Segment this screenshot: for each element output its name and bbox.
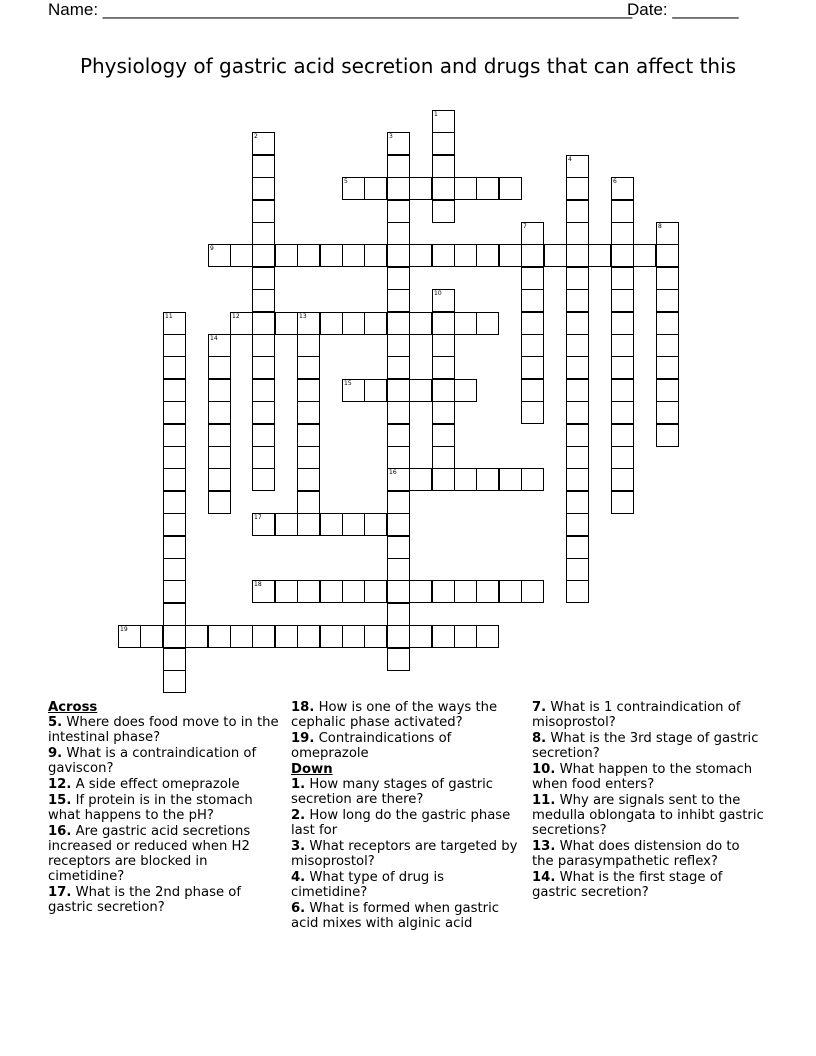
crossword-cell[interactable] bbox=[476, 580, 499, 603]
crossword-cell[interactable] bbox=[566, 289, 589, 312]
crossword-cell[interactable] bbox=[208, 446, 231, 469]
crossword-cell[interactable] bbox=[297, 244, 320, 267]
crossword-cell[interactable] bbox=[297, 379, 320, 402]
name-label: Name: bbox=[48, 0, 103, 19]
crossword-cell[interactable] bbox=[611, 200, 634, 223]
crossword-cell[interactable] bbox=[432, 177, 455, 200]
crossword-cell[interactable] bbox=[521, 356, 544, 379]
crossword-cell[interactable] bbox=[342, 625, 365, 648]
crossword-cell[interactable] bbox=[566, 244, 589, 267]
date-line[interactable] bbox=[627, 0, 739, 20]
crossword-cell[interactable] bbox=[364, 312, 387, 335]
crossword-cell[interactable] bbox=[185, 625, 208, 648]
crossword-cell[interactable] bbox=[163, 536, 186, 559]
crossword-cell[interactable] bbox=[387, 155, 410, 178]
crossword-cell[interactable] bbox=[454, 244, 477, 267]
clue-across-5: 5. Where does food move to in the intestinal phase? bbox=[48, 715, 279, 745]
clue-number: 14 bbox=[210, 335, 218, 342]
crossword-cell[interactable] bbox=[432, 132, 455, 155]
crossword-cell[interactable] bbox=[566, 580, 589, 603]
crossword-cell[interactable] bbox=[364, 625, 387, 648]
crossword-cell[interactable] bbox=[566, 222, 589, 245]
crossword-cell[interactable] bbox=[140, 625, 163, 648]
crossword-cell[interactable] bbox=[320, 625, 343, 648]
crossword-cell[interactable] bbox=[252, 580, 275, 603]
crossword-cell[interactable] bbox=[252, 334, 275, 357]
crossword-cell[interactable] bbox=[566, 312, 589, 335]
crossword-cell[interactable] bbox=[387, 222, 410, 245]
clue-number: 11 bbox=[165, 313, 173, 320]
crossword-cell[interactable] bbox=[611, 446, 634, 469]
crossword-cell[interactable] bbox=[566, 155, 589, 178]
crossword-cell[interactable] bbox=[544, 244, 567, 267]
crossword-cell[interactable] bbox=[320, 244, 343, 267]
crossword-cell[interactable] bbox=[521, 244, 544, 267]
clue-number: 9 bbox=[210, 245, 214, 252]
crossword-cell[interactable] bbox=[476, 312, 499, 335]
crossword-cell[interactable] bbox=[387, 334, 410, 357]
crossword-cell[interactable] bbox=[611, 244, 634, 267]
crossword-cell[interactable] bbox=[230, 312, 253, 335]
crossword-cell[interactable] bbox=[208, 491, 231, 514]
crossword-cell[interactable] bbox=[387, 401, 410, 424]
crossword-cell[interactable] bbox=[454, 312, 477, 335]
clue-number: 18 bbox=[254, 581, 262, 588]
date-label: Date: bbox=[627, 0, 673, 19]
crossword-cell[interactable] bbox=[566, 491, 589, 514]
crossword-cell[interactable] bbox=[364, 244, 387, 267]
crossword-cell[interactable] bbox=[387, 491, 410, 514]
crossword-cell[interactable] bbox=[208, 244, 231, 267]
crossword-cell[interactable] bbox=[252, 446, 275, 469]
crossword-cell[interactable] bbox=[432, 110, 455, 133]
crossword-cell[interactable] bbox=[521, 289, 544, 312]
crossword-cell[interactable] bbox=[118, 625, 141, 648]
crossword-cell[interactable] bbox=[163, 312, 186, 335]
clue-across-9: 9. What is a contraindication of gaviscon? bbox=[48, 746, 257, 776]
crossword-cell[interactable] bbox=[320, 580, 343, 603]
crossword-cell[interactable] bbox=[163, 446, 186, 469]
crossword-cell[interactable] bbox=[521, 312, 544, 335]
crossword-cell[interactable] bbox=[297, 334, 320, 357]
clue-across-18: 18. How is one of the ways the cephalic phase activated? bbox=[291, 700, 498, 730]
crossword-cell[interactable] bbox=[387, 379, 410, 402]
clue-down-14: 14. What is the first stage of gastric secretion? bbox=[532, 870, 723, 900]
crossword-cell[interactable] bbox=[521, 379, 544, 402]
down-heading: Down bbox=[291, 762, 333, 777]
crossword-cell[interactable] bbox=[275, 580, 298, 603]
crossword-cell[interactable] bbox=[566, 200, 589, 223]
crossword-cell[interactable] bbox=[611, 312, 634, 335]
crossword-cell[interactable] bbox=[252, 379, 275, 402]
crossword-cell[interactable] bbox=[163, 401, 186, 424]
date-blank[interactable]: _______ bbox=[672, 0, 739, 19]
crossword-cell[interactable] bbox=[611, 177, 634, 200]
crossword-cell[interactable] bbox=[633, 244, 656, 267]
clue-number: 4 bbox=[568, 156, 572, 163]
crossword-cell[interactable] bbox=[387, 132, 410, 155]
clue-across-19: 19. Contraindications of omeprazole bbox=[291, 731, 452, 761]
crossword-cell[interactable] bbox=[521, 267, 544, 290]
crossword-cell[interactable] bbox=[499, 468, 522, 491]
crossword-cell[interactable] bbox=[364, 379, 387, 402]
crossword-cell[interactable] bbox=[163, 670, 186, 693]
crossword-cell[interactable] bbox=[252, 424, 275, 447]
crossword-cell[interactable] bbox=[432, 468, 455, 491]
name-blank[interactable]: ________________________________________________________ bbox=[102, 0, 633, 19]
crossword-cell[interactable] bbox=[252, 155, 275, 178]
crossword-cell[interactable] bbox=[163, 468, 186, 491]
crossword-cell[interactable] bbox=[320, 312, 343, 335]
crossword-cell[interactable] bbox=[208, 424, 231, 447]
crossword-cell[interactable] bbox=[387, 267, 410, 290]
clue-down-11: 11. Why are signals sent to the medulla oblongata to inhibt gastric secretions? bbox=[532, 793, 764, 838]
clue-number: 10 bbox=[434, 290, 442, 297]
crossword-cell[interactable] bbox=[297, 468, 320, 491]
crossword-cell[interactable] bbox=[387, 648, 410, 671]
crossword-cell[interactable] bbox=[387, 446, 410, 469]
clue-down-7: 7. What is 1 contraindication of misoprostol? bbox=[532, 700, 741, 730]
clue-number: 17 bbox=[254, 514, 262, 521]
crossword-cell[interactable] bbox=[208, 379, 231, 402]
crossword-cell[interactable] bbox=[387, 468, 410, 491]
crossword-cell[interactable] bbox=[208, 468, 231, 491]
clue-down-13: 13. What does distension do to the parasympathetic reflex? bbox=[532, 839, 740, 869]
clue-across-12: 12. A side effect omeprazole bbox=[48, 777, 240, 792]
crossword-cell[interactable] bbox=[611, 289, 634, 312]
crossword-cell[interactable] bbox=[566, 401, 589, 424]
crossword-cell[interactable] bbox=[163, 379, 186, 402]
crossword-cell[interactable] bbox=[521, 222, 544, 245]
crossword-cell[interactable] bbox=[364, 513, 387, 536]
crossword-cell[interactable] bbox=[611, 334, 634, 357]
clue-number: 1 bbox=[434, 111, 438, 118]
clue-down-6: 6. What is formed when gastric acid mixes with alginic acid bbox=[291, 901, 500, 931]
crossword-cell[interactable] bbox=[387, 580, 410, 603]
crossword-cell[interactable] bbox=[432, 379, 455, 402]
crossword-cell[interactable] bbox=[387, 200, 410, 223]
crossword-cell[interactable] bbox=[611, 222, 634, 245]
crossword-cell[interactable] bbox=[387, 244, 410, 267]
crossword-cell[interactable] bbox=[252, 244, 275, 267]
crossword-cell[interactable] bbox=[252, 312, 275, 335]
crossword-cell[interactable] bbox=[566, 536, 589, 559]
crossword-cell[interactable] bbox=[297, 446, 320, 469]
crossword-cell[interactable] bbox=[656, 312, 679, 335]
crossword-cell[interactable] bbox=[432, 312, 455, 335]
crossword-cell[interactable] bbox=[656, 379, 679, 402]
crossword-cell[interactable] bbox=[499, 580, 522, 603]
crossword-cell[interactable] bbox=[297, 580, 320, 603]
crossword-cell[interactable] bbox=[476, 625, 499, 648]
crossword-cell[interactable] bbox=[409, 625, 432, 648]
crossword-cell[interactable] bbox=[342, 580, 365, 603]
crossword-cell[interactable] bbox=[208, 334, 231, 357]
crossword-cell[interactable] bbox=[252, 513, 275, 536]
crossword-cell[interactable] bbox=[611, 379, 634, 402]
clue-across-15: 15. If protein is in the stomach what happens to the pH? bbox=[48, 793, 253, 823]
crossword-cell[interactable] bbox=[521, 580, 544, 603]
clue-column-1 bbox=[48, 700, 280, 916]
crossword-cell[interactable] bbox=[387, 289, 410, 312]
page-title: Physiology of gastric acid secretion and drugs that can affect this bbox=[79, 54, 737, 78]
crossword-cell[interactable] bbox=[454, 177, 477, 200]
crossword-cell[interactable] bbox=[611, 491, 634, 514]
clue-down-4: 4. What type of drug is cimetidine? bbox=[291, 870, 445, 900]
across-heading: Across bbox=[48, 700, 98, 715]
crossword-cell[interactable] bbox=[252, 289, 275, 312]
crossword-cell[interactable] bbox=[342, 513, 365, 536]
crossword-cell[interactable] bbox=[409, 468, 432, 491]
crossword-cell[interactable] bbox=[163, 513, 186, 536]
crossword-cell[interactable] bbox=[432, 580, 455, 603]
crossword-cell[interactable] bbox=[611, 267, 634, 290]
crossword-cell[interactable] bbox=[208, 401, 231, 424]
crossword-cell[interactable] bbox=[387, 625, 410, 648]
crossword-cell[interactable] bbox=[499, 244, 522, 267]
crossword-cell[interactable] bbox=[521, 334, 544, 357]
crossword-cell[interactable] bbox=[275, 625, 298, 648]
crossword-cell[interactable] bbox=[476, 244, 499, 267]
crossword-cell[interactable] bbox=[432, 155, 455, 178]
clue-column-3 bbox=[532, 700, 764, 901]
crossword-cell[interactable] bbox=[252, 356, 275, 379]
clue-number: 12 bbox=[232, 313, 240, 320]
crossword-cell[interactable] bbox=[656, 424, 679, 447]
crossword-cell[interactable] bbox=[454, 580, 477, 603]
crossword-cell[interactable] bbox=[230, 625, 253, 648]
crossword-cell[interactable] bbox=[588, 244, 611, 267]
crossword-cell[interactable] bbox=[521, 468, 544, 491]
clue-across-16: 16. Are gastric acid secretions increased or reduced when H2 receptors are blocked in cimetidine? bbox=[48, 824, 251, 884]
crossword-cell[interactable] bbox=[656, 334, 679, 357]
crossword-cell[interactable] bbox=[432, 625, 455, 648]
crossword-cell[interactable] bbox=[566, 468, 589, 491]
crossword-cell[interactable] bbox=[432, 446, 455, 469]
crossword-cell[interactable] bbox=[297, 312, 320, 335]
crossword-cell[interactable] bbox=[566, 334, 589, 357]
crossword-cell[interactable] bbox=[297, 491, 320, 514]
crossword-cell[interactable] bbox=[252, 132, 275, 155]
crossword-cell[interactable] bbox=[454, 625, 477, 648]
clue-across-17: 17. What is the 2nd phase of gastric secretion? bbox=[48, 885, 241, 915]
crossword-cell[interactable] bbox=[208, 625, 231, 648]
crossword-cell[interactable] bbox=[566, 558, 589, 581]
clue-number: 5 bbox=[344, 178, 348, 185]
crossword-cell[interactable] bbox=[342, 312, 365, 335]
crossword-cell[interactable] bbox=[163, 625, 186, 648]
crossword-cell[interactable] bbox=[409, 177, 432, 200]
crossword-cell[interactable] bbox=[252, 267, 275, 290]
crossword-cell[interactable] bbox=[566, 513, 589, 536]
crossword-cell[interactable] bbox=[409, 580, 432, 603]
crossword-cell[interactable] bbox=[230, 244, 253, 267]
crossword-cell[interactable] bbox=[566, 446, 589, 469]
crossword-cell[interactable] bbox=[656, 267, 679, 290]
crossword-cell[interactable] bbox=[454, 379, 477, 402]
crossword-cell[interactable] bbox=[387, 558, 410, 581]
crossword-cell[interactable] bbox=[611, 468, 634, 491]
crossword-cell[interactable] bbox=[432, 334, 455, 357]
crossword-cell[interactable] bbox=[611, 401, 634, 424]
crossword-cell[interactable] bbox=[275, 513, 298, 536]
clue-number: 7 bbox=[523, 223, 527, 230]
clue-number: 19 bbox=[120, 626, 128, 633]
clue-number: 3 bbox=[389, 133, 393, 140]
crossword-cell[interactable] bbox=[566, 379, 589, 402]
crossword-cell[interactable] bbox=[163, 580, 186, 603]
crossword-cell[interactable] bbox=[387, 603, 410, 626]
crossword-cell[interactable] bbox=[432, 244, 455, 267]
clue-number: 2 bbox=[254, 133, 258, 140]
crossword-cell[interactable] bbox=[432, 289, 455, 312]
crossword-cell[interactable] bbox=[275, 312, 298, 335]
crossword-cell[interactable] bbox=[611, 424, 634, 447]
clue-number: 6 bbox=[613, 178, 617, 185]
crossword-cell[interactable] bbox=[387, 424, 410, 447]
crossword-cell[interactable] bbox=[476, 468, 499, 491]
name-line[interactable] bbox=[48, 0, 632, 20]
clue-down-8: 8. What is the 3rd stage of gastric secretion? bbox=[532, 731, 759, 761]
crossword-cell[interactable] bbox=[252, 625, 275, 648]
crossword-cell[interactable] bbox=[320, 513, 343, 536]
crossword-cell[interactable] bbox=[432, 401, 455, 424]
crossword-cell[interactable] bbox=[387, 513, 410, 536]
crossword-cell[interactable] bbox=[387, 312, 410, 335]
crossword-cell[interactable] bbox=[409, 244, 432, 267]
crossword-cell[interactable] bbox=[387, 177, 410, 200]
crossword-cell[interactable] bbox=[208, 356, 231, 379]
crossword-cell[interactable] bbox=[252, 222, 275, 245]
crossword-cell[interactable] bbox=[387, 536, 410, 559]
crossword-cell[interactable] bbox=[566, 177, 589, 200]
crossword-cell[interactable] bbox=[656, 401, 679, 424]
crossword-cell[interactable] bbox=[409, 379, 432, 402]
crossword-cell[interactable] bbox=[297, 401, 320, 424]
crossword-cell[interactable] bbox=[611, 356, 634, 379]
crossword-cell[interactable] bbox=[275, 244, 298, 267]
crossword-cell[interactable] bbox=[297, 513, 320, 536]
crossword-cell[interactable] bbox=[163, 603, 186, 626]
crossword-cell[interactable] bbox=[163, 648, 186, 671]
clue-down-10: 10. What happen to the stomach when food enters? bbox=[532, 762, 753, 792]
crossword-cell[interactable] bbox=[163, 424, 186, 447]
crossword-cell[interactable] bbox=[297, 625, 320, 648]
clue-column-2 bbox=[291, 700, 523, 932]
crossword-cell[interactable] bbox=[566, 356, 589, 379]
crossword-cell[interactable] bbox=[656, 289, 679, 312]
clue-number: 13 bbox=[299, 313, 307, 320]
crossword-cell[interactable] bbox=[454, 468, 477, 491]
crossword-cell[interactable] bbox=[364, 177, 387, 200]
clue-number: 8 bbox=[658, 223, 662, 230]
crossword-cell[interactable] bbox=[342, 379, 365, 402]
crossword-cell[interactable] bbox=[499, 177, 522, 200]
crossword-cell[interactable] bbox=[476, 177, 499, 200]
crossword-cell[interactable] bbox=[163, 334, 186, 357]
crossword-cell[interactable] bbox=[656, 222, 679, 245]
crossword-cell[interactable] bbox=[252, 468, 275, 491]
crossword-cell[interactable] bbox=[432, 424, 455, 447]
crossword-cell[interactable] bbox=[342, 177, 365, 200]
crossword-cell[interactable] bbox=[342, 244, 365, 267]
crossword-cell[interactable] bbox=[163, 491, 186, 514]
crossword-cell[interactable] bbox=[409, 312, 432, 335]
crossword-cell[interactable] bbox=[566, 424, 589, 447]
clue-down-3: 3. What receptors are targeted by misoprostol? bbox=[291, 839, 518, 869]
crossword-cell[interactable] bbox=[297, 424, 320, 447]
crossword-cell[interactable] bbox=[521, 401, 544, 424]
crossword-cell[interactable] bbox=[252, 200, 275, 223]
crossword-cell[interactable] bbox=[297, 356, 320, 379]
clue-down-2: 2. How long do the gastric phase last for bbox=[291, 808, 511, 838]
crossword-cell[interactable] bbox=[432, 356, 455, 379]
crossword-cell[interactable] bbox=[252, 177, 275, 200]
clue-number: 16 bbox=[389, 469, 397, 476]
crossword-cell[interactable] bbox=[566, 267, 589, 290]
clue-down-1: 1. How many stages of gastric secretion are there? bbox=[291, 777, 494, 807]
crossword-cell[interactable] bbox=[163, 356, 186, 379]
crossword-cell[interactable] bbox=[656, 244, 679, 267]
clue-number: 15 bbox=[344, 380, 352, 387]
crossword-cell[interactable] bbox=[163, 558, 186, 581]
crossword-cell[interactable] bbox=[432, 200, 455, 223]
crossword-cell[interactable] bbox=[252, 401, 275, 424]
crossword-cell[interactable] bbox=[387, 356, 410, 379]
crossword-cell[interactable] bbox=[364, 580, 387, 603]
crossword-cell[interactable] bbox=[656, 356, 679, 379]
